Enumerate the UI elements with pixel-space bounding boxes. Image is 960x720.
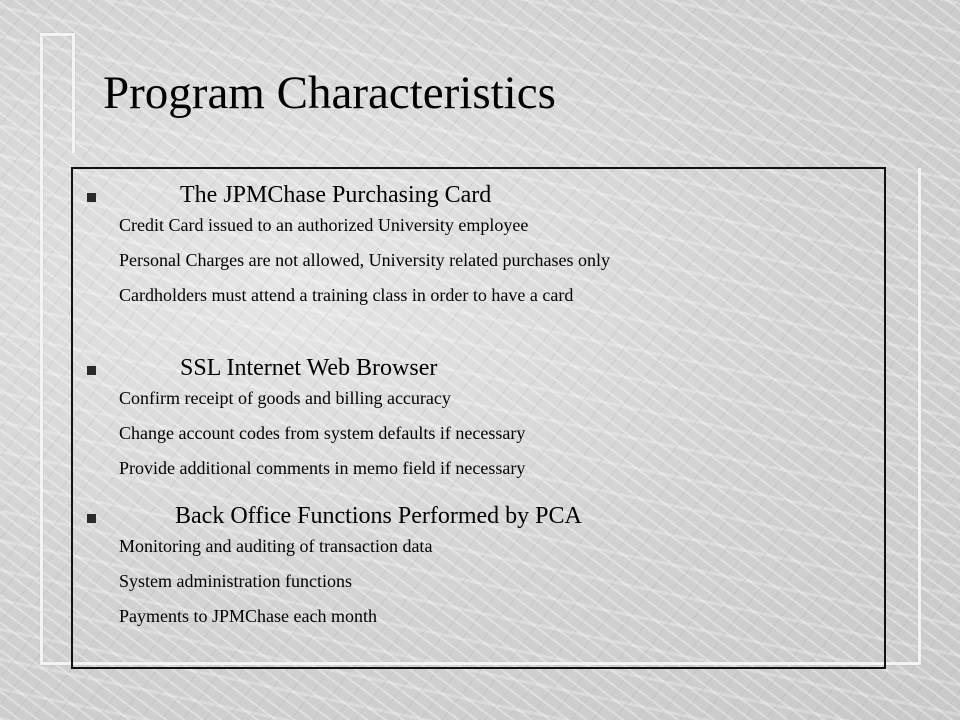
section-purchasing-card	[73, 182, 884, 319]
section-heading	[73, 182, 884, 212]
square-bullet-icon	[87, 514, 96, 523]
list-item: Cardholders must attend a training class in order to have a card	[119, 285, 574, 305]
content-box	[71, 167, 886, 669]
section-heading-text: Back Office Functions Performed by PCA	[175, 503, 582, 529]
square-bullet-icon	[87, 366, 96, 375]
section-back-office	[73, 503, 884, 640]
list-item: Provide additional comments in memo field if necessary	[119, 458, 526, 478]
square-bullet-icon	[87, 193, 96, 202]
list-item: Monitoring and auditing of transaction data	[119, 536, 433, 556]
slide-title: Program Characteristics	[103, 67, 556, 119]
list-item: Credit Card issued to an authorized University employee	[119, 215, 529, 235]
list-item: System administration functions	[119, 571, 352, 591]
section-heading-text: SSL Internet Web Browser	[180, 355, 438, 381]
list-item: Payments to JPMChase each month	[119, 606, 377, 626]
list-item: Personal Charges are not allowed, University related purchases only	[119, 250, 611, 270]
section-web-browser	[73, 355, 884, 492]
list-item: Change account codes from system defaults if necessary	[119, 423, 526, 443]
list-item: Confirm receipt of goods and billing accuracy	[119, 388, 451, 408]
decorative-frame-line	[40, 33, 43, 665]
section-heading	[73, 503, 884, 533]
decorative-frame-line	[72, 33, 75, 153]
decorative-frame-line	[918, 168, 921, 665]
section-heading	[73, 355, 884, 385]
decorative-frame-line	[40, 33, 74, 36]
section-heading-text: The JPMChase Purchasing Card	[180, 182, 492, 208]
